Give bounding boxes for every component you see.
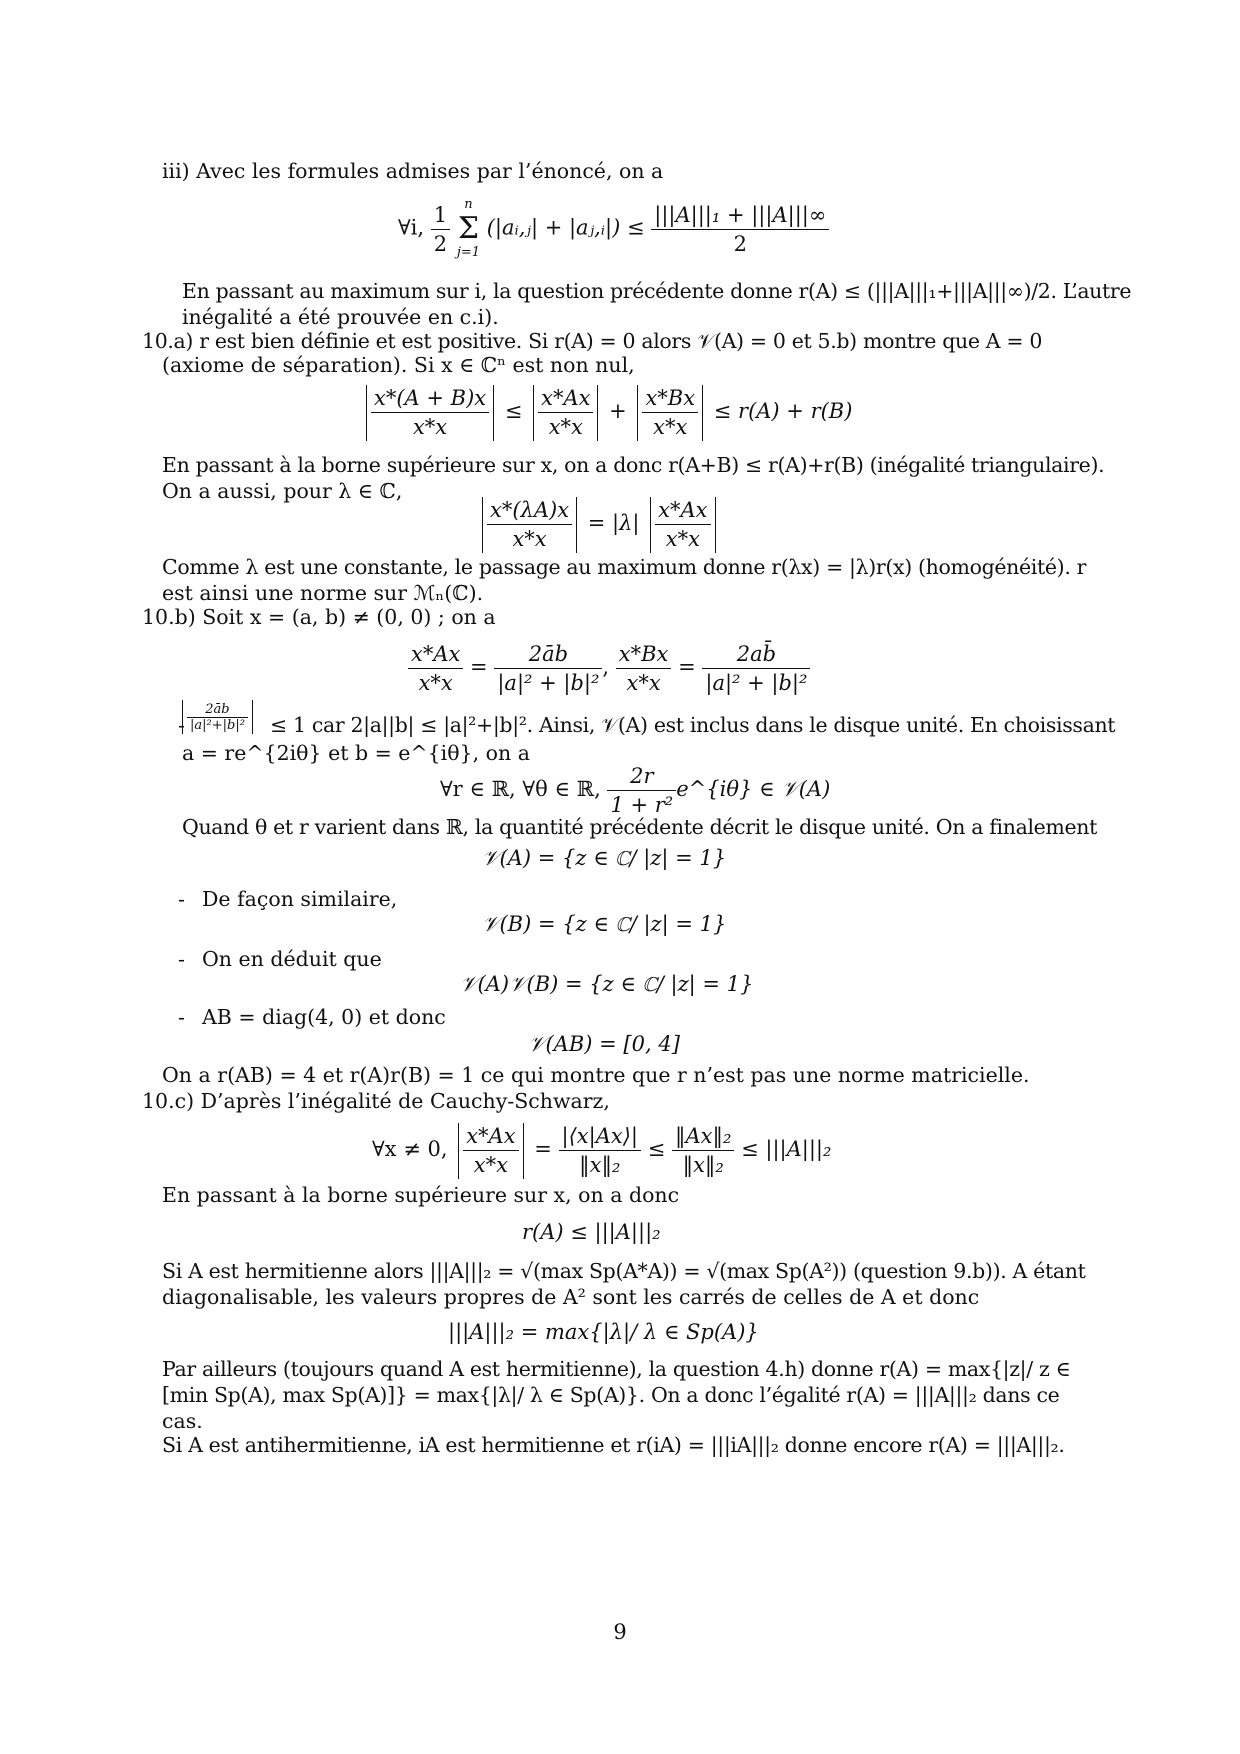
equation-VAB: 𝒱(AB) = [0, 4] — [528, 1032, 680, 1056]
eq-den: x*x — [665, 527, 700, 551]
text-line: [min Sp(A), max Sp(A)]} = max{|λ|/ λ ∈ Sp(A)}. On a donc l’égalité r(A) = |||A|||₂ dans ce — [162, 1383, 1060, 1407]
eq-num: 1 — [431, 201, 450, 230]
equation-VB: 𝒱(B) = {z ∈ ℂ/ |z| = 1} — [482, 912, 727, 936]
eq-num: x*Ax — [538, 384, 593, 413]
text-line: est ainsi une norme sur ℳₙ(ℂ). — [162, 581, 484, 605]
list-dash: - — [178, 947, 185, 971]
equation-rA-bound: r(A) ≤ |||A|||₂ — [522, 1220, 661, 1244]
eq-num: 2r — [607, 762, 676, 791]
abs-bar — [493, 385, 494, 441]
eq-num: 2ab̄ — [702, 640, 810, 669]
text-line: 10.a) r est bien définie et est positive. Si r(A) = 0 alors 𝒱(A) = 0 et 5.b) montre que A = 0 — [142, 329, 1043, 353]
text-line: inégalité a été prouvée en c.i). — [182, 305, 499, 329]
eq-num: x*Bx — [616, 640, 672, 669]
eq-sum — [457, 196, 480, 262]
eq-num: x*Ax — [463, 1122, 518, 1151]
equation-VAVB: 𝒱(A)𝒱(B) = {z ∈ ℂ/ |z| = 1} — [460, 972, 754, 996]
eq-num: |⟨x|Ax⟩| — [559, 1122, 641, 1151]
text-line: 10.b) Soit x = (a, b) ≠ (0, 0) ; on a — [142, 605, 496, 629]
eq-den: x*x — [653, 415, 688, 439]
eq-fraction — [642, 384, 698, 441]
abs-bar — [702, 385, 703, 441]
eq-den: 2 — [733, 231, 747, 256]
text-line: (axiome de séparation). Si x ∈ ℂⁿ est non nul, — [162, 353, 635, 377]
eq-fraction — [672, 1122, 734, 1179]
eq-num: x*Ax — [655, 496, 710, 525]
eq-fraction — [538, 384, 593, 441]
eq-text: ≤ |||A|||₂ — [741, 1137, 832, 1161]
abs-bar — [366, 385, 367, 441]
text-line: iii) Avec les formules admises par l’énoncé, on a — [162, 159, 664, 183]
eq-den: x*x — [626, 671, 661, 695]
eq-den: x*x — [473, 1153, 508, 1177]
text-line: 10.c) D’après l’inégalité de Cauchy-Schwarz, — [142, 1089, 610, 1113]
eq-sum-bot: j=1 — [456, 245, 481, 260]
eq-num: x*(A + B)x — [371, 384, 489, 413]
eq-den: |a|²+|b|² — [190, 717, 245, 733]
text-line: Si A est antihermitienne, iA est hermitienne et r(iA) = |||iA|||₂ donne encore r(A) = |||A|||₂. — [162, 1433, 1065, 1457]
eq-text: = — [678, 655, 696, 679]
eq-fraction — [655, 496, 710, 553]
abs-bar — [597, 385, 598, 441]
text-line: a = re^{2iθ} et b = e^{iθ}, on a — [182, 741, 530, 765]
eq-text: ∀i, — [398, 215, 425, 240]
equation-cauchy-schwarz — [372, 1122, 831, 1179]
eq-den: 1 + r² — [610, 793, 674, 817]
eq-fraction — [616, 640, 672, 697]
eq-den: |a|² + |b|² — [497, 671, 600, 695]
eq-text: ≤ r(A) + r(B) — [713, 399, 853, 423]
text-line: De façon similaire, — [202, 887, 398, 911]
abs-bar — [533, 385, 534, 441]
eq-text: = — [534, 1137, 552, 1161]
eq-text: = — [470, 655, 488, 679]
abs-bar — [182, 700, 183, 734]
eq-den: x*x — [548, 415, 583, 439]
eq-fraction — [463, 1122, 518, 1179]
eq-num: x*Ax — [408, 640, 463, 669]
eq-text: ∀r ∈ ℝ, ∀θ ∈ ℝ, — [440, 777, 601, 801]
eq-den: ‖x‖₂ — [579, 1153, 621, 1177]
abs-bar — [458, 1123, 459, 1179]
eq-text: ≤ — [647, 1137, 666, 1161]
eq-fraction — [431, 201, 450, 258]
text-line: En passant à la borne supérieure sur x, on a donc r(A+B) ≤ r(A)+r(B) (inégalité triangulaire). — [162, 453, 1105, 477]
eq-text: ∀x ≠ 0, — [372, 1137, 448, 1161]
eq-den: ‖x‖₂ — [682, 1153, 724, 1177]
eq-fraction — [559, 1122, 641, 1179]
eq-text: (|aᵢ,ⱼ| + |aⱼ,ᵢ|) ≤ — [486, 215, 645, 240]
text-line: Si A est hermitienne alors |||A|||₂ = √(max Sp(A*A)) = √(max Sp(A²)) (question 9.b)). A étant — [162, 1259, 1086, 1283]
equation-quotients — [408, 640, 810, 697]
list-dash: - — [178, 713, 185, 737]
abs-bar — [715, 497, 716, 553]
equation-sum-inequality — [398, 196, 829, 262]
list-dash: - — [178, 887, 185, 911]
abs-bar — [576, 497, 577, 553]
text-line: On a r(AB) = 4 et r(A)r(B) = 1 ce qui montre que r n’est pas une norme matricielle. — [162, 1063, 1030, 1087]
eq-fraction — [494, 640, 602, 697]
text-line: cas. — [162, 1409, 203, 1433]
eq-num: 2āb — [187, 702, 248, 718]
eq-num: x*(λA)x — [487, 496, 572, 525]
text-line: ≤ 1 car 2|a||b| ≤ |a|²+|b|². Ainsi, 𝒱(A) est inclus dans le disque unité. En choisissant — [270, 713, 1116, 737]
eq-fraction — [487, 496, 572, 553]
eq-sum-sign: Σ — [457, 211, 480, 246]
abs-bar — [252, 700, 253, 734]
text-line: Comme λ est une constante, le passage au maximum donne r(λx) = |λ)r(x) (homogénéité). r — [162, 555, 1087, 579]
text-line: Quand θ et r varient dans ℝ, la quantité précédente décrit le disque unité. On a finalement — [182, 815, 1098, 839]
eq-den: 2 — [433, 231, 448, 256]
eq-den: x*x — [418, 671, 453, 695]
text-line: On en déduit que — [202, 947, 382, 971]
eq-text: , — [602, 655, 610, 679]
text-line: AB = diag(4, 0) et donc — [202, 1005, 446, 1029]
eq-text: + — [609, 399, 627, 423]
abs-bar — [482, 497, 483, 553]
equation-norm-max: |||A|||₂ = max{|λ|/ λ ∈ Sp(A)} — [448, 1320, 759, 1344]
text-line: Par ailleurs (toujours quand A est hermitienne), la question 4.h) donne r(A) = max{|z|/ z ∈ — [162, 1357, 1071, 1381]
list-dash: - — [178, 1005, 185, 1029]
eq-num: x*Bx — [642, 384, 698, 413]
equation-unit-disk — [440, 762, 830, 819]
eq-fraction — [187, 702, 248, 733]
abs-bar — [637, 385, 638, 441]
eq-num: 2āb — [494, 640, 602, 669]
abs-bar — [523, 1123, 524, 1179]
eq-text: e^{iθ} ∈ 𝒱(A) — [676, 777, 831, 801]
eq-den: |a|² + |b|² — [705, 671, 808, 695]
text-line: On a aussi, pour λ ∈ ℂ, — [162, 479, 403, 503]
equation-VA: 𝒱(A) = {z ∈ ℂ/ |z| = 1} — [482, 846, 727, 870]
eq-num: |||A|||₁ + |||A|||∞ — [651, 201, 829, 230]
eq-fraction — [651, 201, 829, 258]
text-line: En passant à la borne supérieure sur x, on a donc — [162, 1183, 680, 1207]
text-line: En passant au maximum sur i, la question précédente donne r(A) ≤ (|||A|||₁+|||A|||∞)/2. L’autre — [182, 279, 1132, 303]
equation-triangle-inequality — [362, 384, 852, 441]
page-number: 9 — [613, 1620, 627, 1644]
equation-homogeneity — [478, 496, 720, 553]
eq-fraction — [408, 640, 463, 697]
text-line: diagonalisable, les valeurs propres de A² sont les carrés de celles de A et donc — [162, 1285, 980, 1309]
eq-den: x*x — [412, 415, 448, 439]
eq-text: ≤ — [504, 399, 523, 423]
eq-fraction — [607, 762, 676, 819]
eq-fraction — [702, 640, 810, 697]
eq-den: x*x — [512, 527, 547, 551]
eq-sum-top: n — [464, 197, 473, 212]
abs-bar — [650, 497, 651, 553]
eq-fraction — [371, 384, 489, 441]
eq-text: = |λ| — [587, 511, 640, 535]
equation-small-abs — [178, 700, 257, 734]
eq-num: ‖Ax‖₂ — [672, 1122, 734, 1151]
